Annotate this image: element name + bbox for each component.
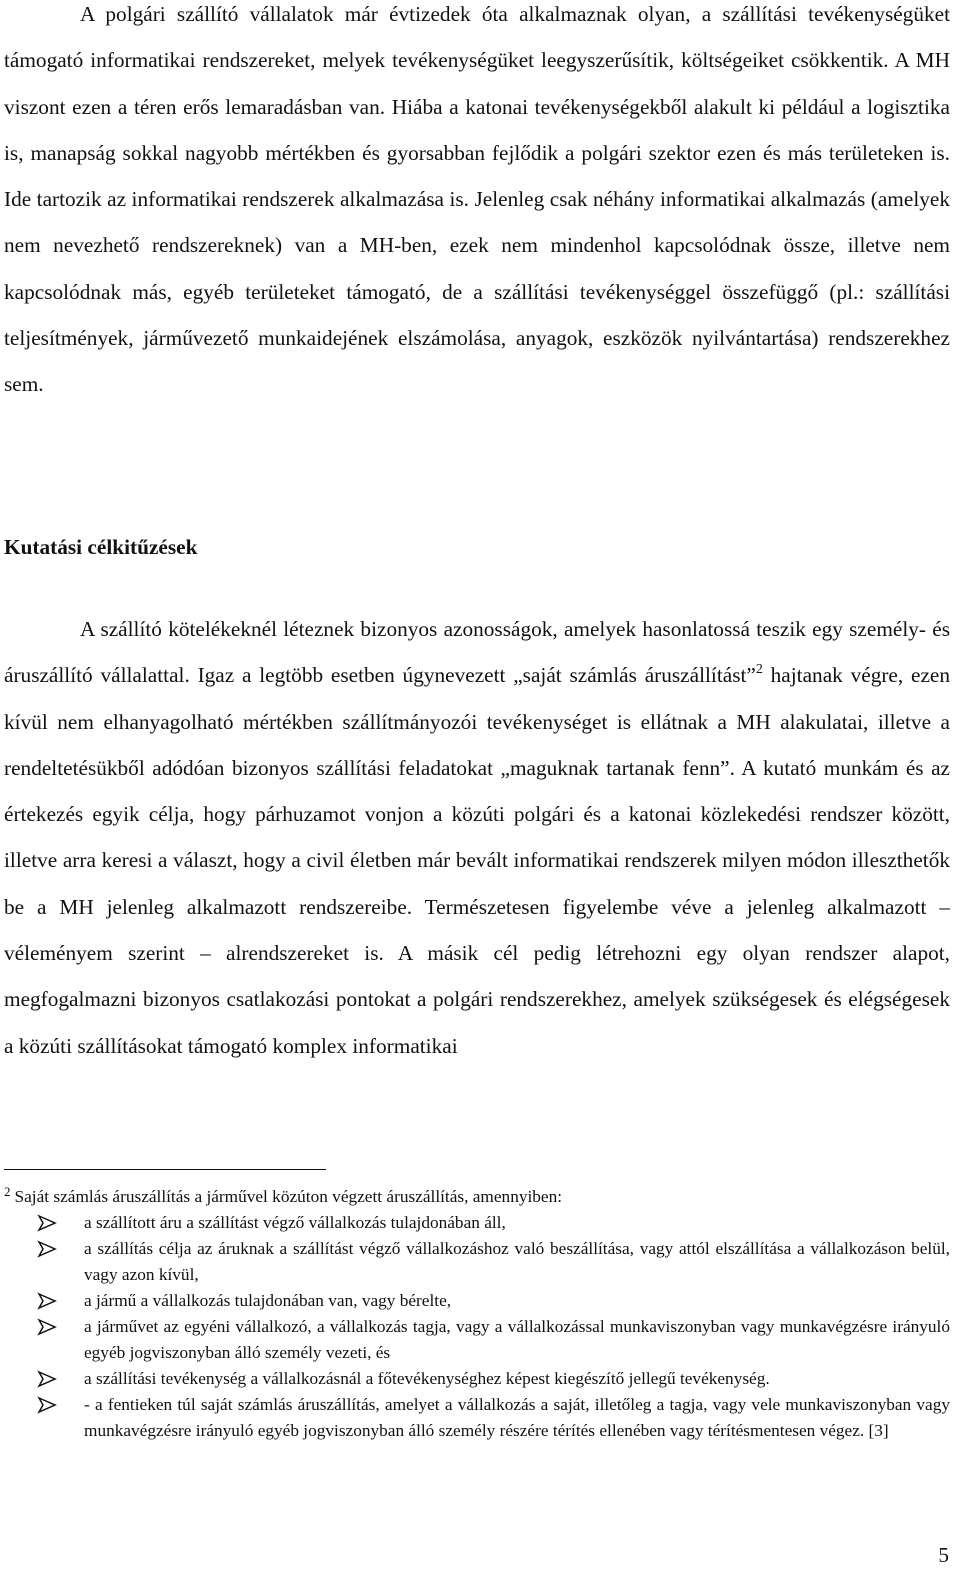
footnote-list [4,1210,950,1444]
arrowhead-bullet-icon [36,1236,58,1262]
list-item-text: a szállítási tevékenység a vállalkozásnál a főtevékenységhez képest kiegészítő jellegű tevékenység. [84,1369,770,1388]
list-item [4,1392,950,1444]
arrowhead-bullet-icon [36,1210,58,1236]
list-item-text: a szállítás célja az áruknak a szállítást végző vállalkozáshoz való beszállítása, vagy attól elszállítása a vállalkozáson belül, vagy azon kívül, [84,1239,950,1284]
list-item [4,1236,950,1288]
arrowhead-bullet-icon [36,1392,58,1418]
list-item [4,1288,950,1314]
paragraph-text-after-reference: hajtanak végre, ezen kívül nem elhanyagolható mértékben szállítmányozói tevékenységet is ellátnak a MH alakulatai, illetve a rendeltetésükből adódóan bizonyos szállítási feladatokat „maguknak tartanak fenn”. A kutató munkám és az értekezés egyik célja, hogy párhuzamot vonjon a közúti polgári és a katonai közlekedési rendszer között, illetve arra keresi a választ, hogy a civil életben már bevált informatikai rendszerek milyen módon illeszthetők be a MH jelenleg alkalmazott rendszereibe. Természetesen figyelembe véve a jelenleg alkalmazott – véleményem szerint – alrendszereket is. A másik cél pedig létrehozni egy olyan rendszer alapot, megfogalmazni bizonyos csatlakozási pontokat a polgári rendszerekhez, amelyek szükségesek és elégségesek a közúti szállításokat támogató komplex informatikai [4,663,950,1058]
footnote-number: 2 [4,1184,11,1199]
page-number: 5 [938,1543,949,1567]
footnote [4,1184,950,1444]
list-item [4,1210,950,1236]
footnote-intro-text: Saját számlás áruszállítás a járművel közúton végzett áruszállítás, amennyiben: [14,1187,563,1206]
list-item-text: a járművet az egyéni vállalkozó, a vállalkozás tagja, vagy a vállalkozással munkaviszonyban vagy munkavégzésre irányuló egyéb jogviszonyban álló személy vezeti, és [84,1317,950,1362]
arrowhead-bullet-icon [36,1314,58,1340]
list-item-text: a szállított áru a szállítást végző vállalkozás tulajdonában áll, [84,1213,506,1232]
list-item-text: - a fentieken túl saját számlás áruszállítás, amelyet a vállalkozás a saját, illetőleg a tagja, vagy vele munkaviszonyban vagy munkavégzésre irányuló egyéb jogviszonyban álló személy részére térítés ellenében vagy térítésmentesen végez. [3] [84,1395,950,1440]
list-item [4,1366,950,1392]
paragraph-text-before-reference: A szállító kötelékeknél léteznek bizonyos azonosságok, amelyek hasonlatossá teszik egy személy- és áruszállító vállalattal. Igaz a legtöbb esetben úgynevezett „saját számlás áruszállítást” [4,617,950,688]
arrowhead-bullet-icon [36,1288,58,1314]
arrowhead-bullet-icon [36,1366,58,1392]
list-item [4,1314,950,1366]
body-paragraph-with-footnote [4,606,950,1069]
body-paragraph: A polgári szállító vállalatok már évtizedek óta alkalmaznak olyan, a szállítási tevékenységüket támogató informatikai rendszereket, melyek tevékenységüket leegyszerűsítik, költségeiket csökkentik. A MH viszont ezen a téren erős lemaradásban van. Hiába a katonai tevékenységekből alakult ki például a logisztika is, manapság sokkal nagyobb mértékben és gyorsabban fejlődik a polgári szektor ezen és más területeken is. Ide tartozik az informatikai rendszerek alkalmazása is. Jelenleg csak néhány informatikai alkalmazás (amelyek nem nevezhető rendszereknek) van a MH-ben, ezek nem mindenhol kapcsolódnak össze, illetve nem kapcsolódnak más, egyéb területeket támogató, de a szállítási tevékenységgel összefüggő (pl.: szállítási teljesítmények, járművezető munkaidejének elszámolása, anyagok, eszközök nyilvántartása) rendszerekhez sem. [4,2,950,397]
section-heading: Kutatási célkitűzések [4,535,198,559]
footnote-separator [4,1169,326,1170]
footnote-reference[interactable]: 2 [755,662,763,678]
footnote-intro [4,1184,950,1210]
list-item-text: a jármű a vállalkozás tulajdonában van, vagy bérelte, [84,1291,452,1310]
